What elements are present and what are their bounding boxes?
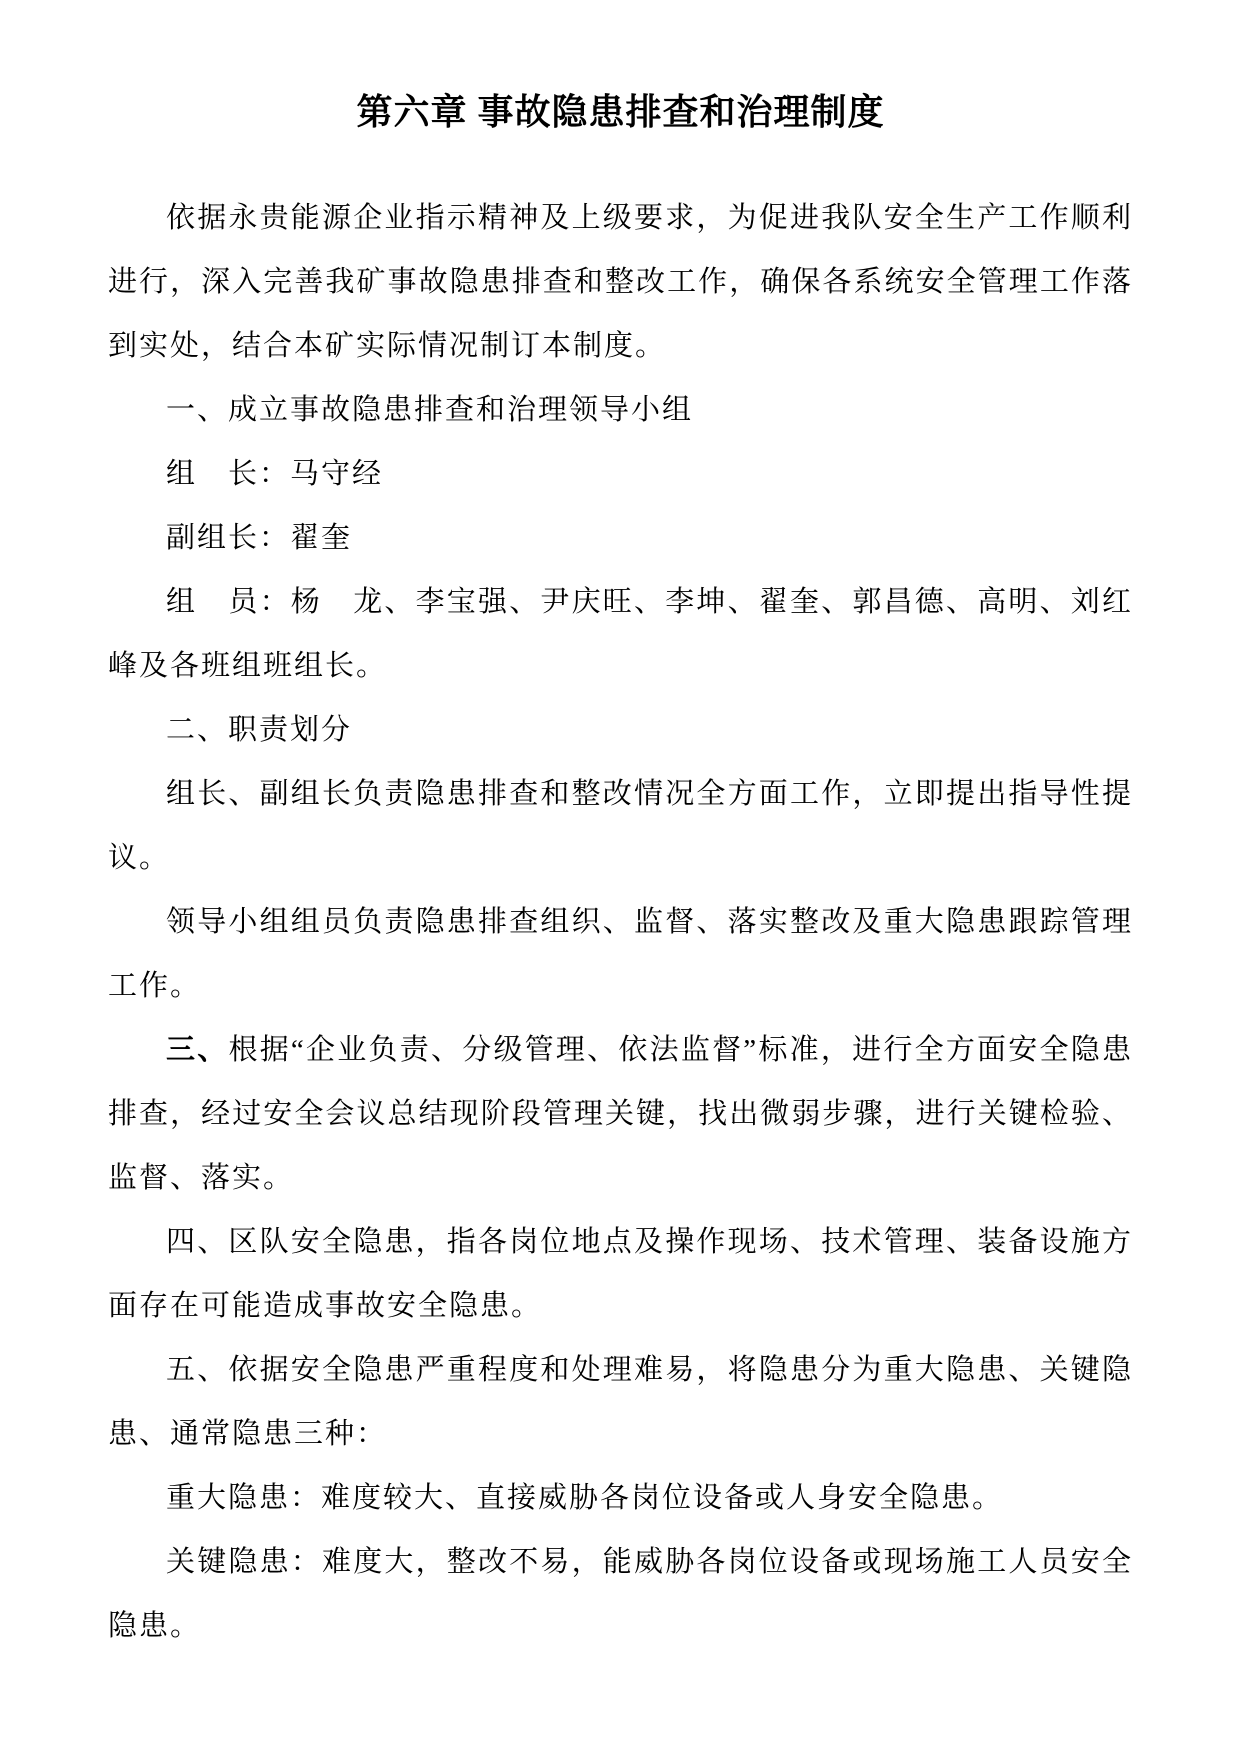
section-3-marker: 三、 bbox=[166, 1033, 229, 1066]
section-3-text: 根据“企业负责、分级管理、依法监督”标准，进行全方面安全隐患排查，经过安全会议总结现阶段管理关键，找出微弱步骤，进行关键检验、监督、落实。 bbox=[108, 1033, 1133, 1194]
group-members-line: 组 员：杨 龙、李宝强、尹庆旺、李坤、翟奎、郭昌德、高明、刘红峰及各班组班组长。 bbox=[108, 585, 1133, 682]
section-2-heading: 二、职责划分 bbox=[166, 713, 353, 746]
deputy-leader-line: 副组长：翟奎 bbox=[166, 521, 353, 554]
section-4-paragraph: 四、区队安全隐患，指各岗位地点及操作现场、技术管理、装备设施方面存在可能造成事故安全隐患。 bbox=[108, 1225, 1133, 1322]
document-title: 第六章 事故隐患排查和治理制度 bbox=[356, 92, 885, 132]
major-hazard-definition-line: 重大隐患：难度较大、直接威胁各岗位设备或人身安全隐患。 bbox=[166, 1481, 1004, 1514]
group-leader-line: 组 长：马守经 bbox=[166, 457, 384, 490]
duty-members-paragraph: 领导小组组员负责隐患排查组织、监督、落实整改及重大隐患跟踪管理工作。 bbox=[108, 905, 1133, 1002]
section-5-paragraph: 五、依据安全隐患严重程度和处理难易，将隐患分为重大隐患、关键隐患、通常隐患三种： bbox=[108, 1353, 1133, 1450]
key-hazard-definition-line: 关键隐患：难度大，整改不易，能威胁各岗位设备或现场施工人员安全隐患。 bbox=[108, 1545, 1133, 1642]
document-content bbox=[0, 89, 1241, 1658]
section-3-paragraph bbox=[108, 1018, 1133, 1210]
section-1-heading: 一、成立事故隐患排查和治理领导小组 bbox=[166, 393, 694, 426]
duty-leaders-paragraph: 组长、副组长负责隐患排查和整改情况全方面工作，立即提出指导性提议。 bbox=[108, 777, 1133, 874]
intro-paragraph: 依据永贵能源企业指示精神及上级要求，为促进我队安全生产工作顺利进行，深入完善我矿事故隐患排查和整改工作，确保各系统安全管理工作落到实处，结合本矿实际情况制订本制度。 bbox=[108, 201, 1133, 362]
